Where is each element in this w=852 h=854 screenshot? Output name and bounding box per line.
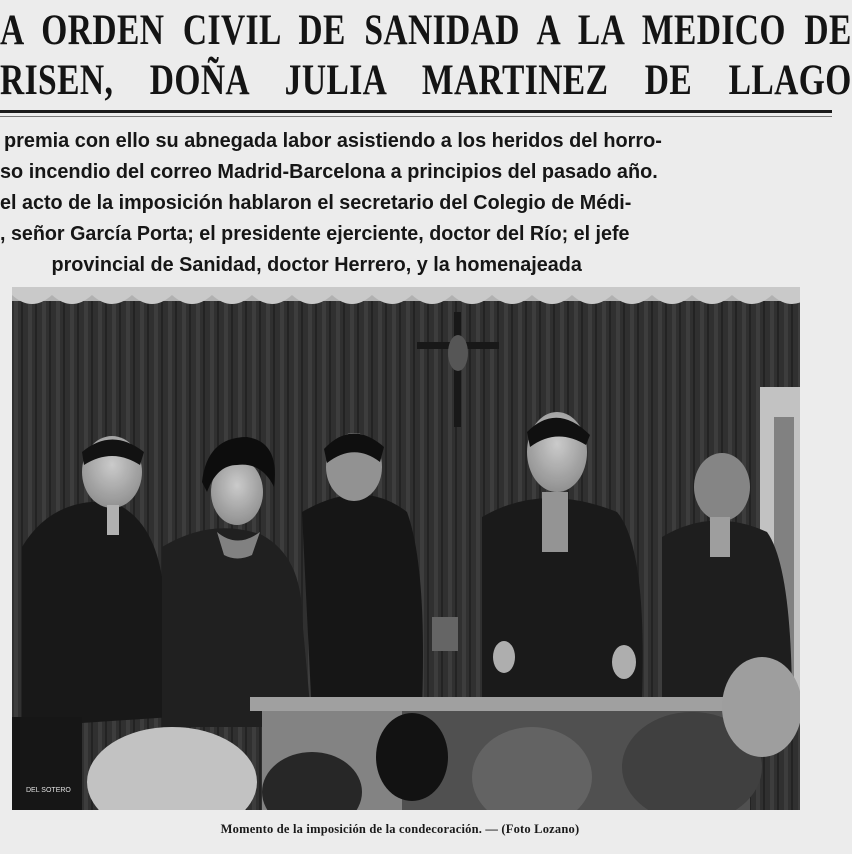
photo-credit-mark: DEL SOTERO (26, 787, 71, 794)
subhead-line-5: provincial de Sanidad, doctor Herrero, y la homenajeada (51, 254, 582, 276)
headline-rule (0, 110, 832, 113)
subhead-line-2: so incendio del correo Madrid-Barcelona a principios del pasado año. (0, 161, 658, 183)
subheadline (0, 126, 852, 281)
subhead-line-4: , señor García Porta; el presidente ejerciente, doctor del Río; el jefe (0, 223, 630, 245)
headline-line-2: RISEN, DOÑA JULIA MARTINEZ DE LLAGO (0, 57, 852, 104)
headline (0, 6, 852, 106)
headline-line-1: A ORDEN CIVIL DE SANIDAD A LA MEDICO DE (0, 7, 852, 54)
headline-rule-thin (0, 116, 832, 117)
subhead-line-3: el acto de la imposición hablaron el secretario del Colegio de Médi- (0, 192, 632, 214)
photo-caption: Momento de la imposición de la condecoración. — (Foto Lozano) (220, 822, 580, 836)
subhead-line-1: premia con ello su abnegada labor asistiendo a los heridos del horro- (3, 130, 662, 152)
ceremony-photo (12, 287, 800, 810)
